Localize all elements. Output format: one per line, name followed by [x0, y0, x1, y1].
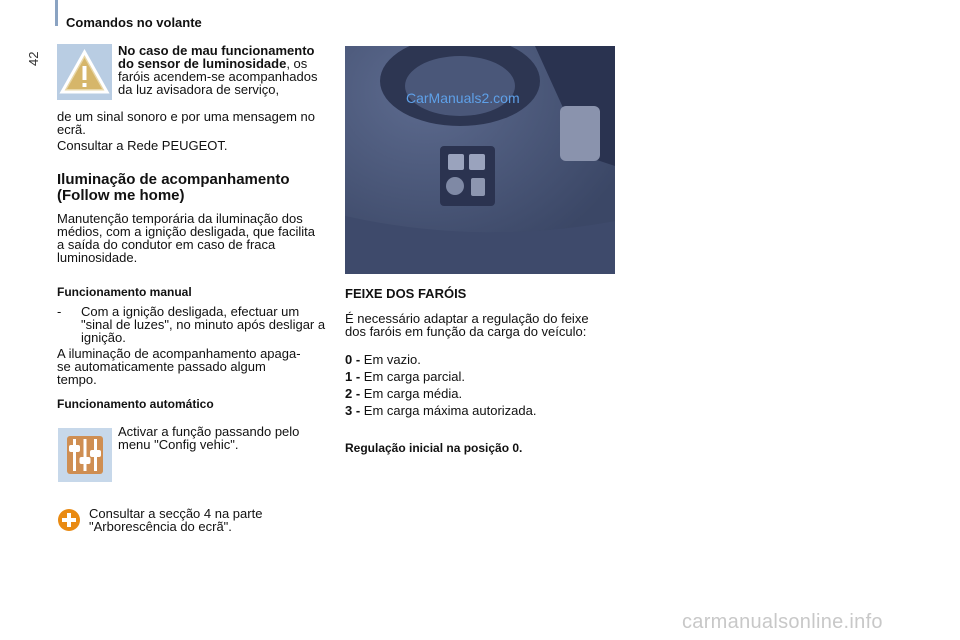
item-text: Em vazio. — [363, 352, 421, 367]
see-also-text: Consultar a secção 4 na parte "Arborescência do ecrã". — [89, 506, 263, 534]
photo-watermark: CarManuals2.com — [406, 90, 520, 106]
headlamp-intro: É necessário adaptar a regulação do feixe dos faróis em função da carga do veículo: — [345, 311, 589, 339]
headlamp-title: FEIXE DOS FARÓIS — [345, 286, 467, 301]
headlamp-item-3 — [345, 404, 615, 417]
warning-text — [118, 44, 323, 96]
warning-icon-box — [57, 44, 112, 100]
item-key: 1 - — [345, 369, 361, 384]
section-title-line1: Iluminação de acompanhamento — [57, 171, 290, 188]
headlamp-item-2 — [345, 387, 615, 400]
header-accent-bar — [55, 0, 58, 26]
plus-icon — [58, 509, 80, 531]
headlamp-item-0 — [345, 353, 615, 366]
headlamp-item-1 — [345, 370, 615, 383]
headlamp-switch-photo — [345, 46, 615, 274]
item-text: Em carga média. — [363, 386, 463, 401]
item-key: 3 - — [345, 403, 361, 418]
manual-title: Funcionamento manual — [57, 285, 192, 299]
item-key: 2 - — [345, 386, 361, 401]
headlamp-initial-setting: Regulação inicial na posição 0. — [345, 441, 523, 455]
manual-item-text: Com a ignição desligada, efectuar um "sinal de luzes", no minuto após desligar a ignição. — [81, 304, 326, 345]
auto-text: Activar a função passando pelo menu "Config vehic". — [118, 424, 300, 452]
item-text: Em carga máxima autorizada. — [363, 403, 537, 418]
warning-triangle-icon — [57, 44, 112, 100]
warning-consult: Consultar a Rede PEUGEOT. — [57, 138, 228, 153]
footer-watermark: carmanualsonline.info — [682, 611, 883, 633]
section-intro: Manutenção temporária da iluminação dos médios, com a ignição desligada, que facilita a saída do condutor em caso de fraca luminosidade. — [57, 211, 315, 265]
warning-continuation: de um sinal sonoro e por uma mensagem no ecrã. — [57, 109, 315, 137]
warning-bold-text: No caso de mau funcionamento do sensor de luminosidade — [118, 43, 315, 71]
warning-rest-text: , os faróis acendem-se acompanhados da luz avisadora de serviço, — [118, 56, 318, 97]
auto-title: Funcionamento automático — [57, 397, 214, 411]
manual-list-item — [57, 305, 329, 345]
menu-config-icon-box — [58, 428, 112, 482]
page-number: 42 — [26, 51, 41, 66]
item-key: 0 - — [345, 352, 361, 367]
section-title-line2: (Follow me home) — [57, 187, 185, 204]
dashboard-photo — [345, 46, 615, 274]
page-header-title: Comandos no volante — [66, 15, 202, 30]
settings-sliders-icon — [58, 428, 112, 482]
list-dash: - — [57, 304, 62, 319]
item-text: Em carga parcial. — [363, 369, 465, 384]
manual-after-text: A iluminação de acompanhamento apaga-se automaticamente passado algum tempo. — [57, 346, 301, 387]
